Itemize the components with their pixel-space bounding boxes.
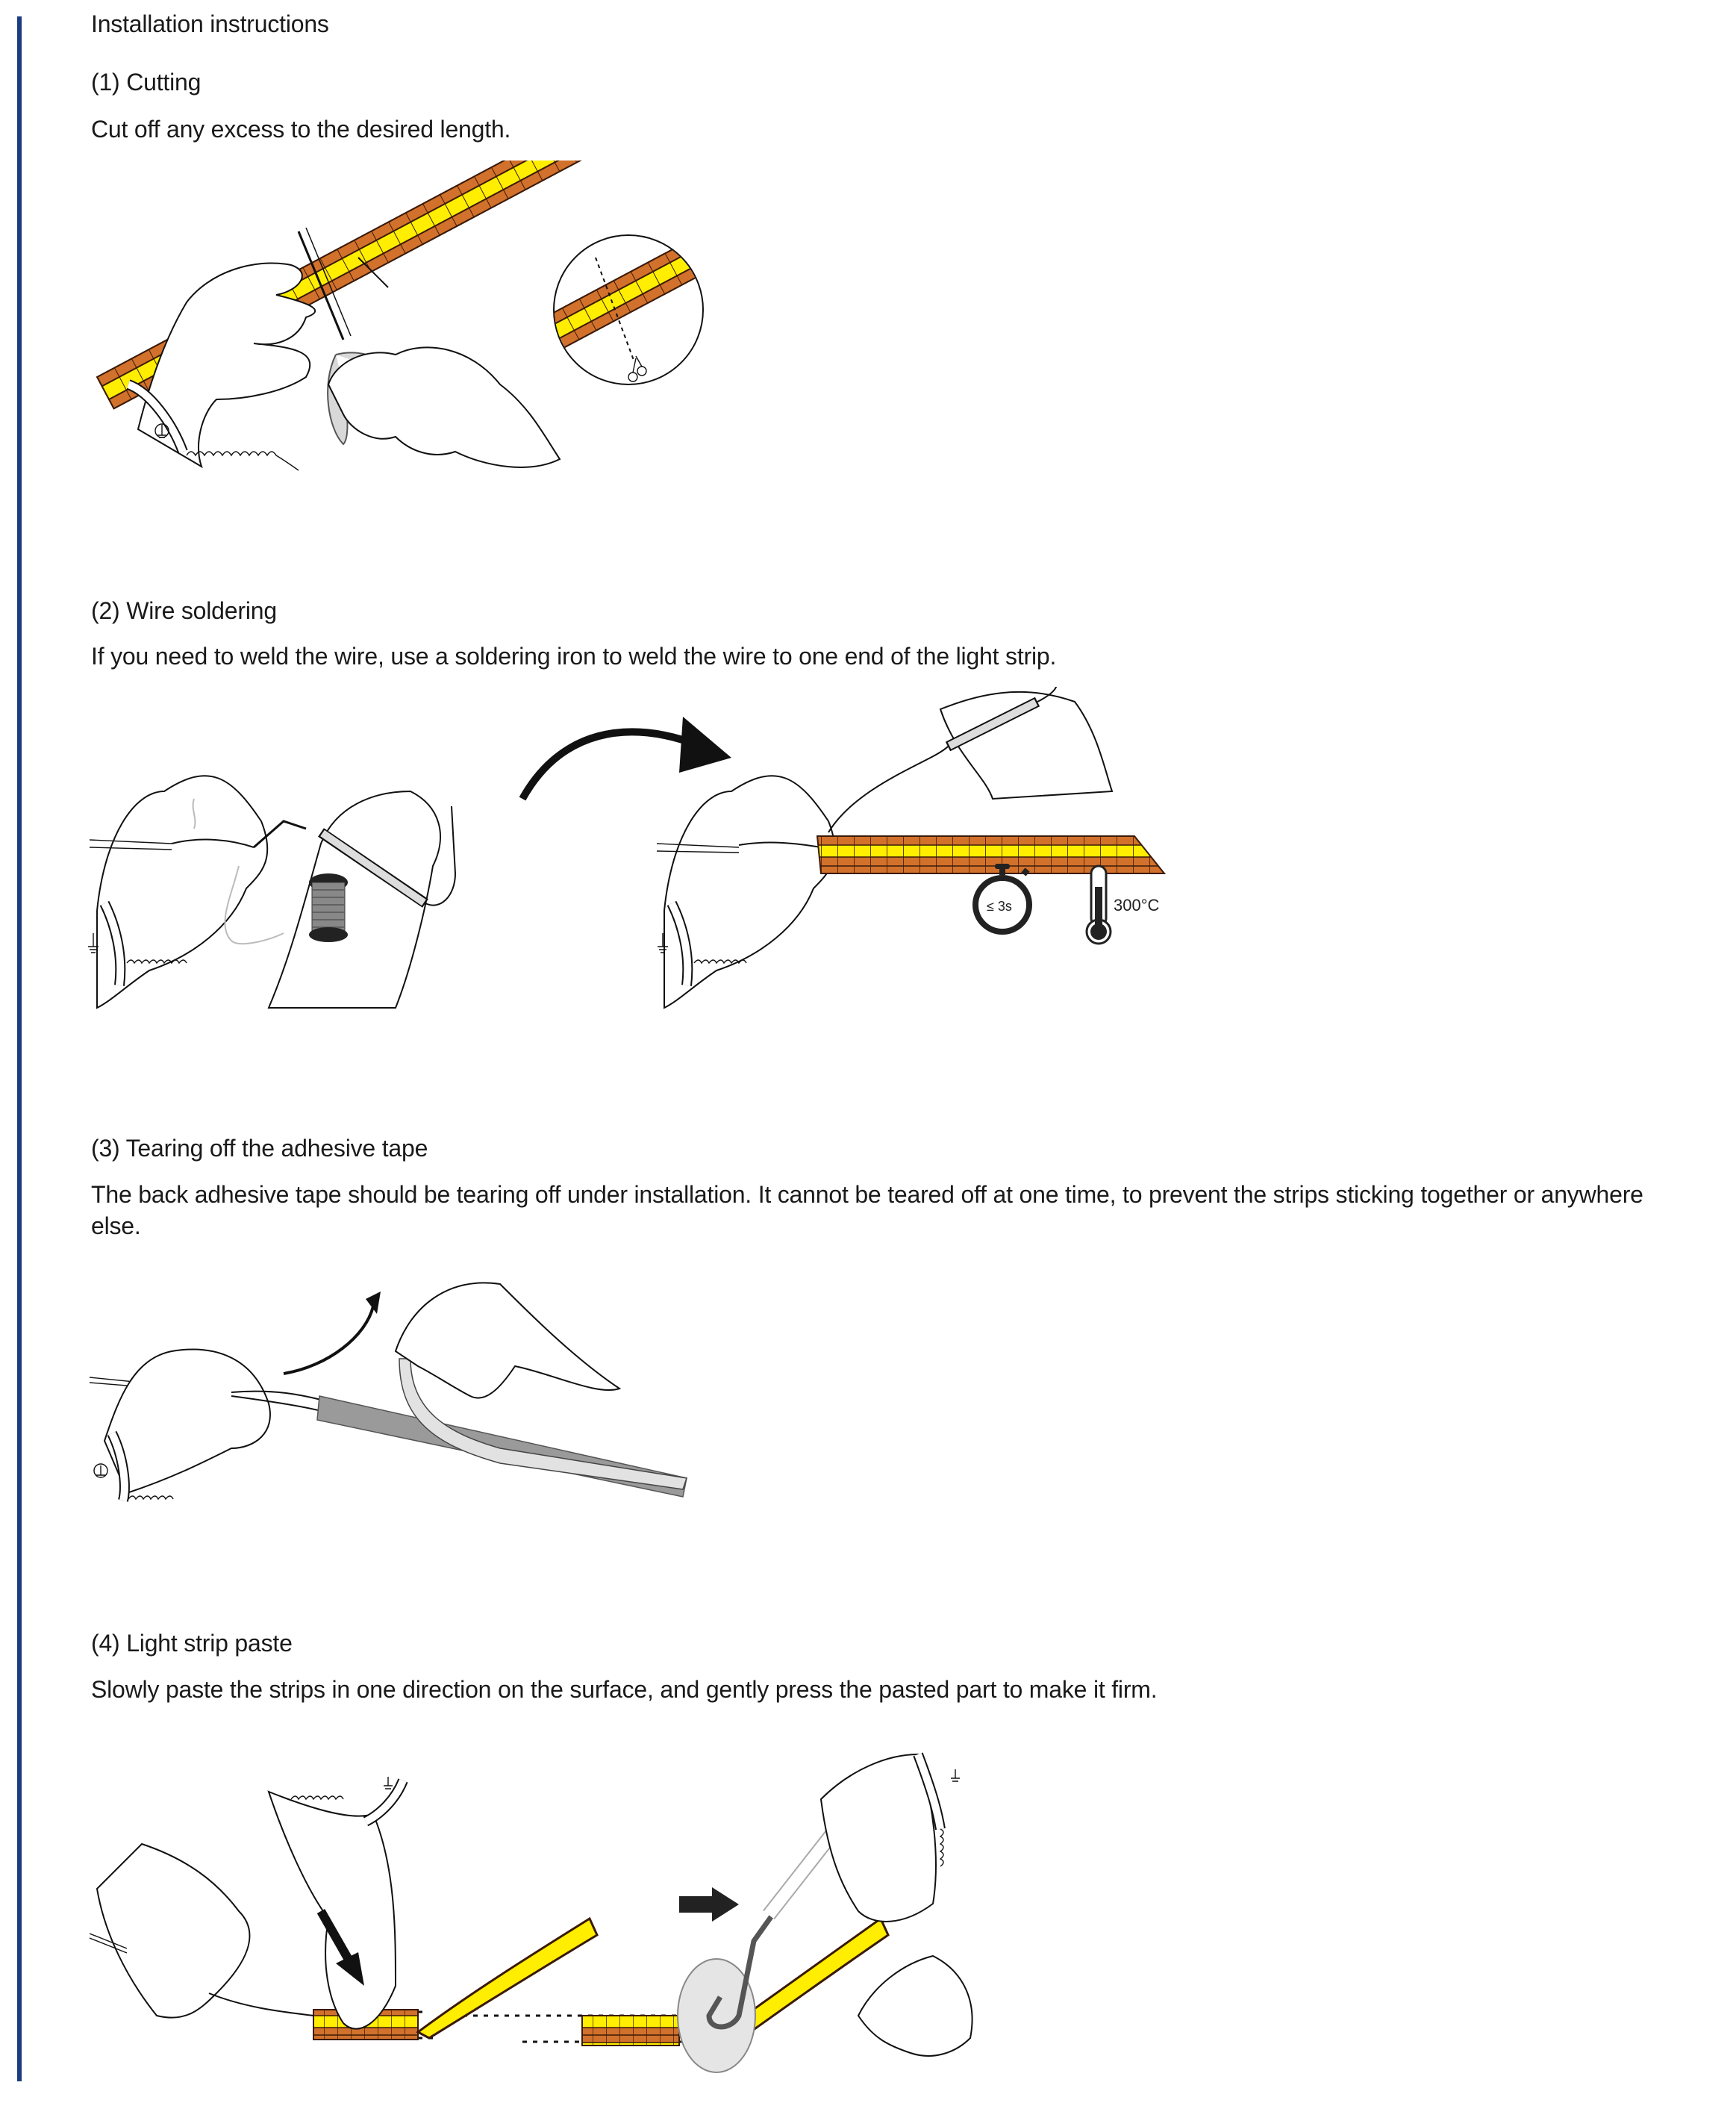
right-hand <box>821 1754 936 1922</box>
thermometer-icon <box>1087 866 1160 944</box>
step-2-illustration <box>82 687 1261 1023</box>
ground-icon <box>94 1464 107 1477</box>
step-1-description: Cut off any excess to the desired length. <box>91 116 511 143</box>
step-1-heading: (1) Cutting <box>91 69 202 96</box>
pressing-hand <box>269 1792 396 2029</box>
temperature-label: 300°C <box>1114 896 1160 915</box>
page-title: Installation instructions <box>91 10 329 37</box>
right-hand <box>328 347 560 467</box>
step-4-description: Slowly paste the strips in one direction on the surface, and gently press the pasted part to make it firm. <box>91 1676 1158 1703</box>
right-hand <box>396 1283 619 1398</box>
solder-spool-icon <box>309 873 348 942</box>
roller-tool <box>678 1829 836 2072</box>
coil-cord <box>187 452 299 470</box>
step-3-illustration <box>82 1262 724 1523</box>
accent-side-bar <box>17 16 22 2081</box>
step-4-heading: (4) Light strip paste <box>91 1630 293 1657</box>
left-hand <box>97 1844 249 2018</box>
step-3-description: The back adhesive tape should be tearing off under installation. It cannot be teared off at one time, to prevent the strips sticking together or anywhere else. <box>91 1181 1643 1239</box>
step-1-illustration <box>82 161 791 489</box>
step-4-illustration <box>82 1739 1015 2090</box>
time-limit-label: ≤ 3s <box>987 899 1012 914</box>
holding-hand <box>858 1956 972 2056</box>
step-3-heading: (3) Tearing off the adhesive tape <box>91 1135 428 1162</box>
peel-arrow <box>284 1292 381 1374</box>
soldering-scene-before <box>88 776 455 1008</box>
ground-icon <box>384 1777 393 1789</box>
next-step-arrow <box>522 717 731 799</box>
left-hand <box>104 1350 270 1493</box>
ground-icon <box>951 1769 960 1781</box>
roll-direction-arrow <box>679 1887 739 1922</box>
soldering-scene-after <box>657 687 1164 1008</box>
step-2-heading: (2) Wire soldering <box>91 597 277 624</box>
step-2-description: If you need to weld the wire, use a soldering iron to weld the wire to one end of the light strip. <box>91 643 1057 670</box>
